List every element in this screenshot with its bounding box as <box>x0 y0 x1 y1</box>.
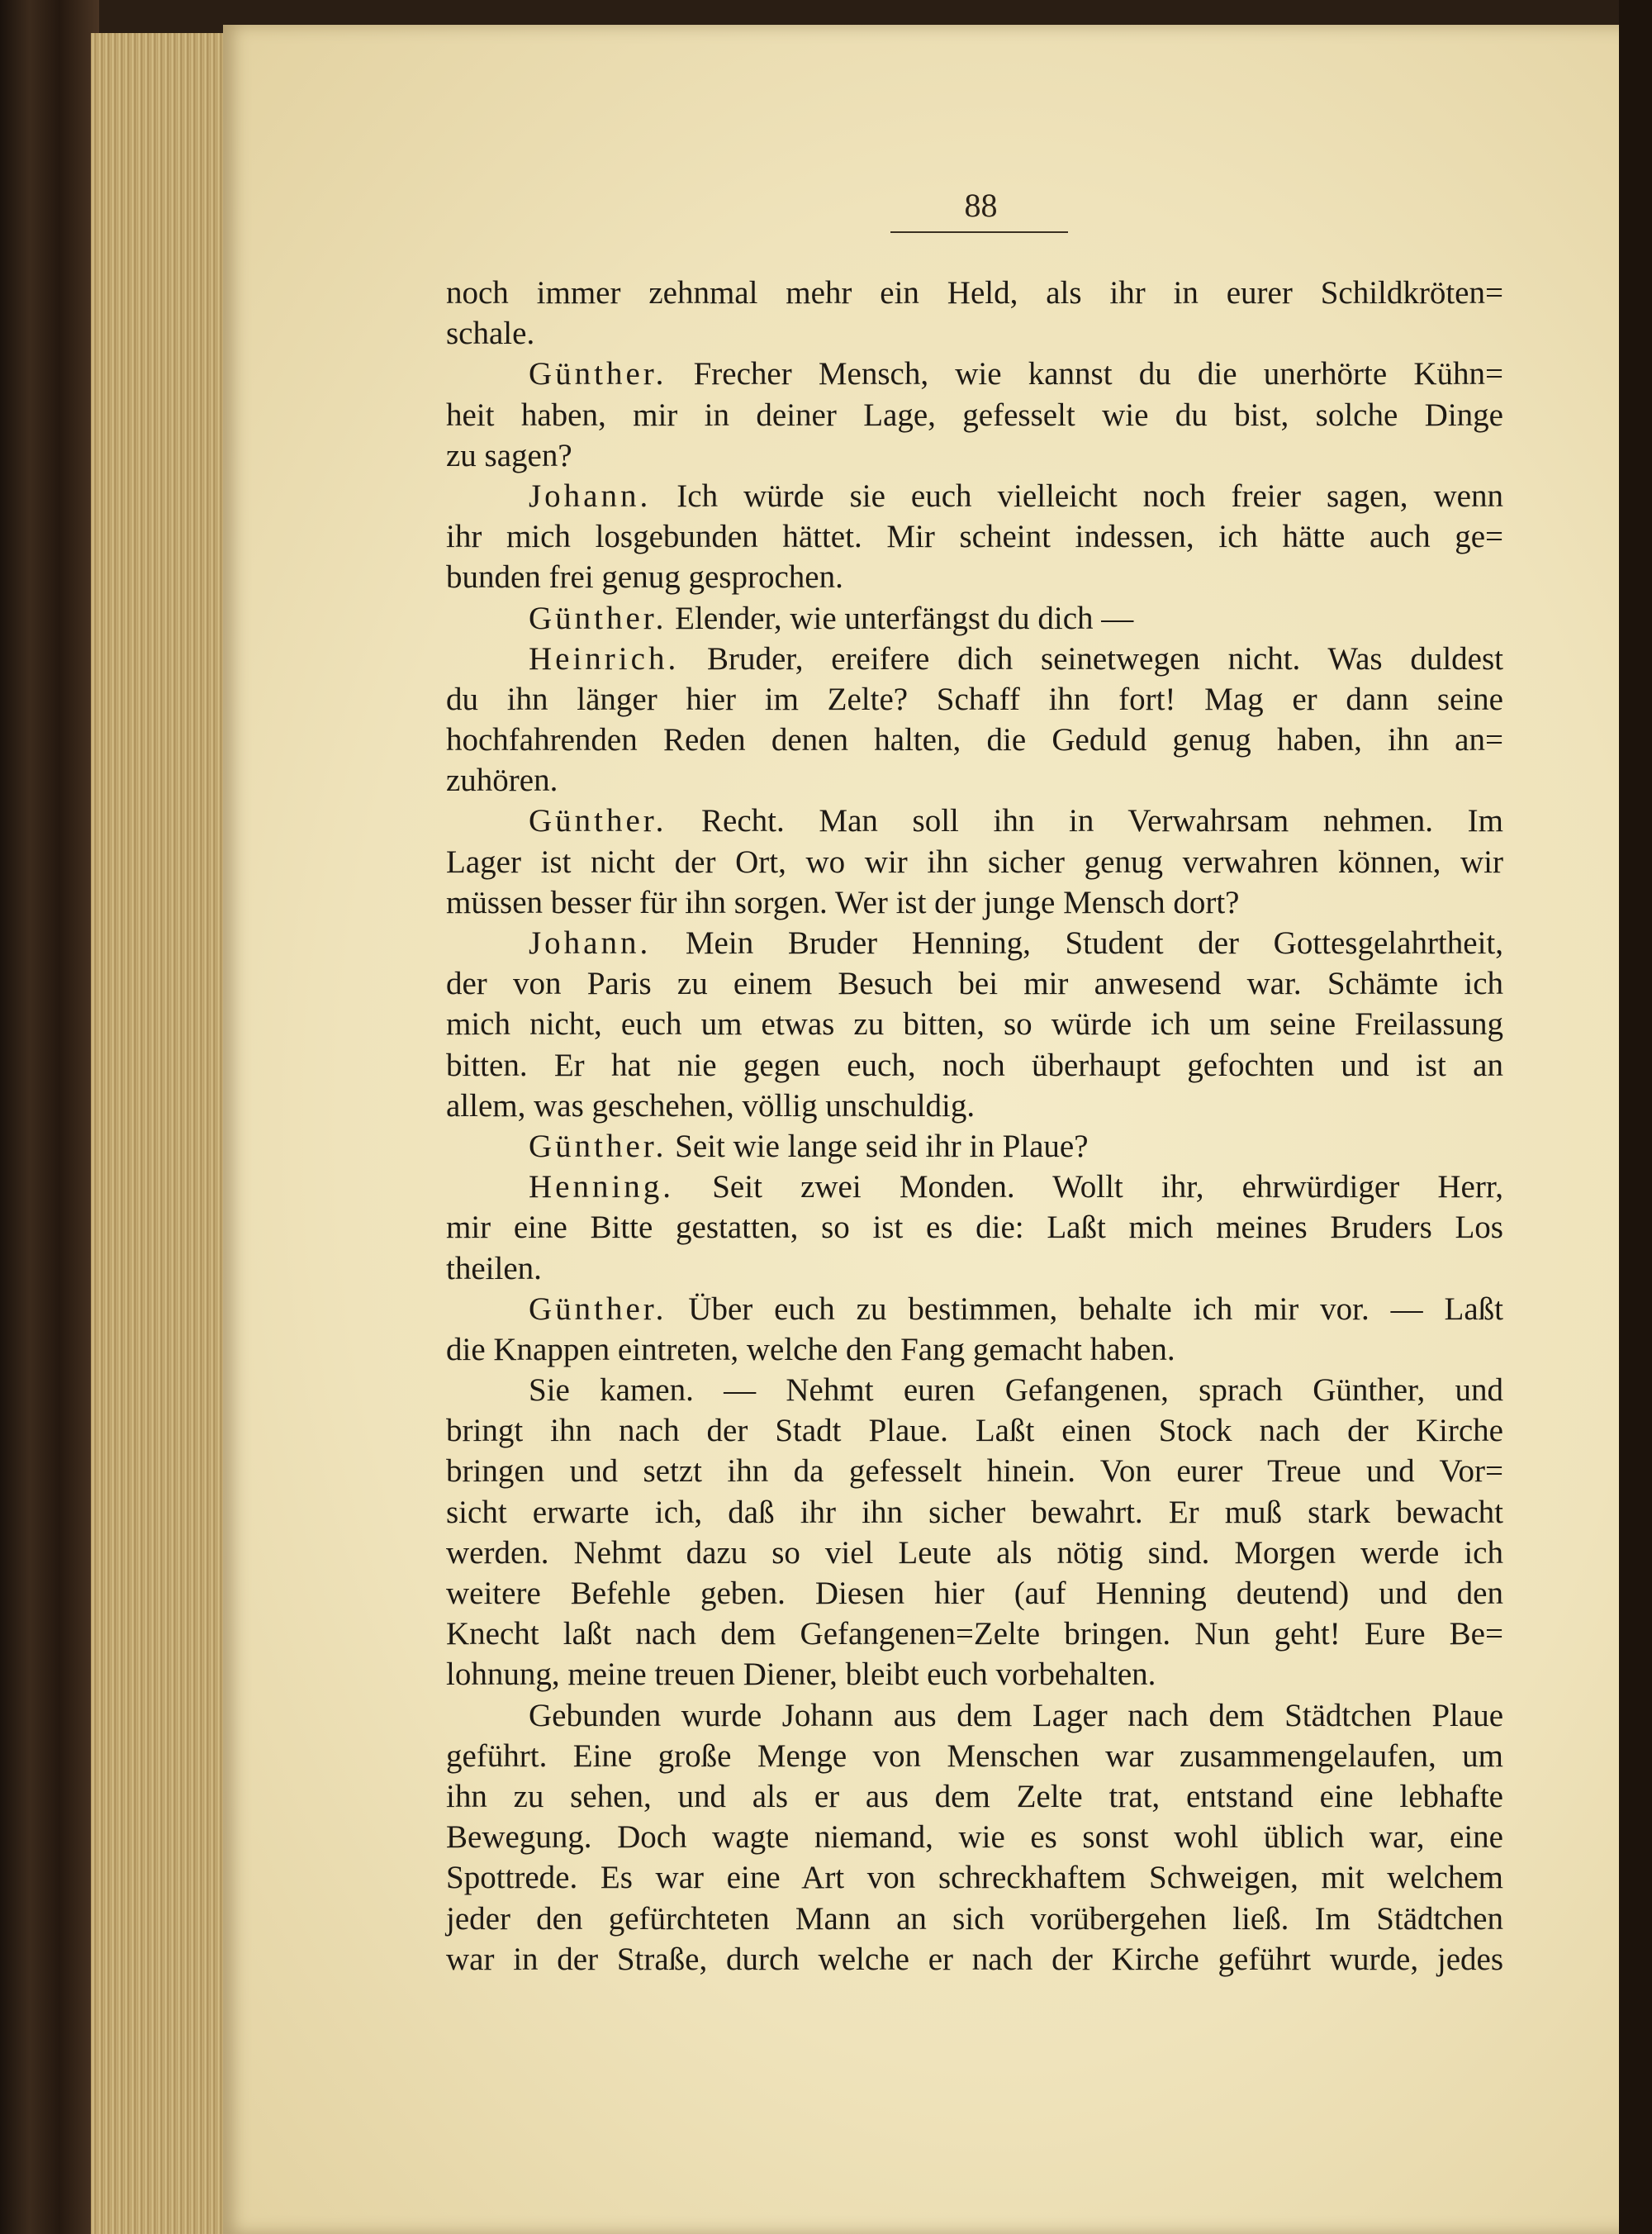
text-line <box>446 1248 1503 1289</box>
text-line <box>446 1451 1503 1491</box>
line-text: noch immer zehnmal mehr ein Held, als ihr in eurer Schildkröten= <box>446 275 1503 311</box>
line-text: Knecht laßt nach dem Gefangenen=Zelte bringen. Nun geht! Eure Be= <box>446 1616 1503 1652</box>
line-text: Recht. Man soll ihn in Verwahrsam nehmen. Im <box>667 803 1503 839</box>
speaker-name: Johann. <box>529 478 652 514</box>
line-text: mich nicht, euch um etwas zu bitten, so würde ich um seine Freilassung <box>446 1006 1503 1043</box>
line-text: Mein Bruder Henning, Student der Gottesgelahrtheit, <box>651 925 1503 961</box>
text-line <box>446 1492 1503 1533</box>
text-line <box>446 1695 1503 1736</box>
text-line <box>446 1857 1503 1898</box>
text-line <box>446 923 1503 963</box>
text-line <box>446 1329 1503 1370</box>
book-cover-right <box>1619 0 1652 2234</box>
line-text: werden. Nehmt dazu so viel Leute als nötig sind. Morgen werde ich <box>446 1534 1503 1571</box>
text-line <box>446 1086 1503 1126</box>
line-text: theilen. <box>446 1250 542 1286</box>
text-line <box>446 1370 1503 1410</box>
text-line <box>446 1167 1503 1207</box>
text-line <box>446 1573 1503 1614</box>
text-line <box>446 395 1503 435</box>
line-text: zuhören. <box>446 763 558 799</box>
speaker-name: Johann. <box>529 925 652 961</box>
text-line <box>446 1899 1503 1939</box>
line-text: bringt ihn nach der Stadt Plaue. Laßt einen Stock nach der Kirche <box>446 1413 1503 1449</box>
line-text: lohnung, meine treuen Diener, bleibt euch vorbehalten. <box>446 1656 1156 1693</box>
speaker-name: Günther. <box>529 1290 667 1327</box>
line-text: bringen und setzt ihn da gefesselt hinein. Von eurer Treue und Vor= <box>446 1453 1503 1490</box>
line-text: die Knappen eintreten, welche den Fang gemacht haben. <box>446 1331 1175 1367</box>
text-line <box>446 1533 1503 1573</box>
text-line <box>446 720 1503 760</box>
line-text: allem, was geschehen, völlig unschuldig. <box>446 1087 976 1124</box>
text-line <box>446 1004 1503 1044</box>
text-line <box>446 476 1503 516</box>
text-line <box>446 1776 1503 1817</box>
line-text: Spottrede. Es war eine Art von schreckhaftem Schweigen, mit welchem <box>446 1860 1503 1896</box>
speaker-name: Günther. <box>529 1128 667 1164</box>
header-rule <box>890 231 1068 233</box>
text-line <box>446 1614 1503 1654</box>
text-line <box>446 760 1503 801</box>
text-line <box>446 1736 1503 1776</box>
speaker-name: Heinrich. <box>529 640 680 677</box>
line-text: der von Paris zu einem Besuch bei mir anwesend war. Schämte ich <box>446 966 1503 1002</box>
line-text: schale. <box>446 316 535 352</box>
line-text: mir eine Bitte gestatten, so ist es die: Laßt mich meines Bruders Los <box>446 1210 1503 1246</box>
line-text: Seit wie lange seid ihr in Plaue? <box>667 1128 1089 1164</box>
speaker-name: Günther. <box>529 356 667 392</box>
text-line <box>446 801 1503 841</box>
speaker-name: Günther. <box>529 803 667 839</box>
line-text: Bewegung. Doch wagte niemand, wie es sonst wohl üblich war, eine <box>446 1819 1503 1856</box>
text-line <box>446 354 1503 394</box>
text-line <box>446 435 1503 476</box>
text-line <box>446 679 1503 720</box>
page-number: 88 <box>964 187 998 224</box>
line-text: Sie kamen. — Nehmt euren Gefangenen, sprach Günther, und <box>529 1372 1503 1409</box>
line-text: sicht erwarte ich, daß ihr ihn sicher bewahrt. Er muß stark bewacht <box>446 1494 1503 1530</box>
line-text: ihr mich losgebunden hättet. Mir scheint indessen, ich hätte auch ge= <box>446 519 1503 555</box>
text-line <box>446 963 1503 1004</box>
text-line <box>446 882 1503 923</box>
line-text: Gebunden wurde Johann aus dem Lager nach dem Städtchen Plaue <box>529 1697 1503 1733</box>
text-line <box>446 1939 1503 1980</box>
line-text: Frecher Mensch, wie kannst du die unerhörte Kühn= <box>667 356 1503 392</box>
line-text: weitere Befehle geben. Diesen hier (auf Henning deutend) und den <box>446 1576 1503 1611</box>
body-text <box>446 273 1503 1980</box>
line-text: Bruder, ereifere dich seinetwegen nicht. Was duldest <box>679 640 1503 677</box>
speaker-name: Günther. <box>529 600 667 636</box>
line-text: Lager ist nicht der Ort, wo wir ihn sicher genug verwahren können, wir <box>446 844 1503 880</box>
speaker-name: Henning. <box>529 1169 675 1205</box>
line-text: Elender, wie unterfängst du dich — <box>667 600 1134 636</box>
text-line <box>446 1410 1503 1451</box>
text-line <box>446 557 1503 597</box>
text-line <box>446 842 1503 882</box>
text-line <box>446 1289 1503 1329</box>
line-text: hochfahrenden Reden denen halten, die Geduld genug haben, ihn an= <box>446 722 1503 758</box>
line-text: war in der Straße, durch welche er nach der Kirche geführt wurde, jedes <box>446 1941 1503 1977</box>
text-line <box>446 1045 1503 1086</box>
text-line <box>446 313 1503 354</box>
line-text: bitten. Er hat nie gegen euch, noch überhaupt gefochten und ist an <box>446 1047 1503 1083</box>
text-line <box>446 273 1503 313</box>
text-line <box>446 516 1503 557</box>
line-text: du ihn länger hier im Zelte? Schaff ihn fort! Mag er dann seine <box>446 681 1503 717</box>
text-line <box>446 639 1503 679</box>
line-text: jeder den gefürchteten Mann an sich vorübergehen ließ. Im Städtchen <box>446 1900 1503 1937</box>
line-text: Seit zwei Monden. Wollt ihr, ehrwürdiger Herr, <box>674 1169 1503 1205</box>
page-edges <box>91 33 231 2234</box>
line-text: heit haben, mir in deiner Lage, gefesselt wie du bist, solche Dinge <box>446 397 1503 433</box>
text-line <box>446 598 1503 639</box>
text-line <box>446 1817 1503 1857</box>
line-text: bunden frei genug gesprochen. <box>446 559 843 596</box>
text-line <box>446 1654 1503 1695</box>
book-cover-left <box>0 0 99 2234</box>
line-text: Ich würde sie euch vielleicht noch freier sagen, wenn <box>651 478 1503 514</box>
text-line <box>446 1126 1503 1167</box>
line-text: geführt. Eine große Menge von Menschen war zusammengelaufen, um <box>446 1737 1503 1774</box>
line-text: ihn zu sehen, und als er aus dem Zelte trat, entstand eine lebhafte <box>446 1778 1503 1814</box>
line-text: müssen besser für ihn sorgen. Wer ist der junge Mensch dort? <box>446 884 1240 920</box>
line-text: Über euch zu bestimmen, behalte ich mir vor. — Laßt <box>667 1290 1503 1327</box>
line-text: zu sagen? <box>446 437 572 473</box>
text-line <box>446 1207 1503 1248</box>
